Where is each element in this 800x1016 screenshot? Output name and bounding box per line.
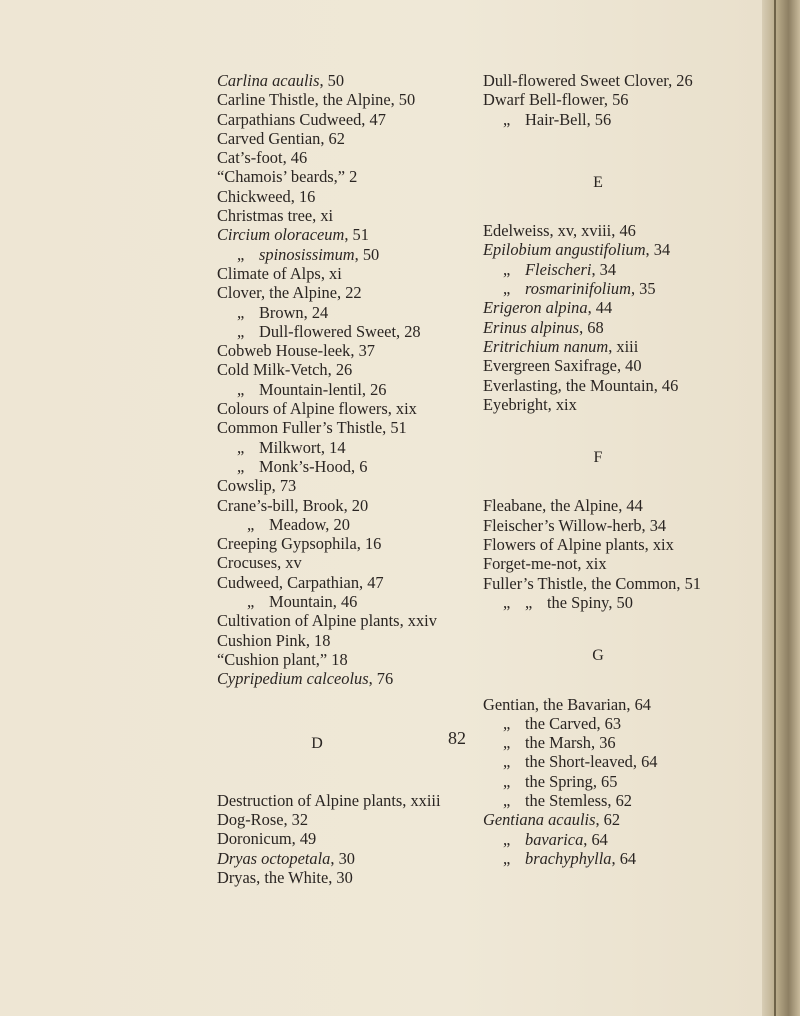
ditto-mark: „ — [503, 713, 511, 733]
entry-page-ref: 51 — [352, 225, 369, 245]
entry-page-ref: 56 — [612, 90, 629, 110]
index-entry: Forget-me-not, xix — [483, 554, 607, 574]
entry-page-ref: 50 — [362, 244, 380, 264]
ditto-mark: „ — [503, 791, 511, 811]
index-entry: Fuller’s Thistle, the Common, 51 — [483, 573, 701, 593]
entry-term: Doronicum — [217, 829, 292, 849]
entries-c — [217, 71, 479, 689]
ditto-mark: „ — [237, 437, 245, 457]
index-entry: Clover, the Alpine, 22 — [217, 283, 362, 303]
entry-term: Dryas, the White — [217, 867, 329, 887]
index-entry: Cypripedium calceolus, 76 — [217, 669, 394, 689]
entry-term: Edelweiss, xv, xviii — [483, 221, 612, 241]
entry-page-ref: 30 — [338, 848, 355, 868]
index-entry: Fleischer’s Willow-herb, 34 — [483, 515, 667, 535]
entry-term: “Chamois’ beards,” — [217, 167, 346, 187]
entry-page-ref: 44 — [595, 298, 613, 318]
index-entry: „ the Short-leaved, 64 — [503, 752, 658, 772]
ditto-mark: „ — [237, 321, 245, 341]
index-entry: „ bavarica, 64 — [503, 829, 608, 849]
entry-page-ref: 73 — [279, 476, 297, 496]
entry-page-ref: xi — [329, 263, 342, 283]
entry-term: Gentiana acaulis — [483, 810, 596, 830]
index-entry: Fleabane, the Alpine, 44 — [483, 496, 643, 516]
entry-page-ref: 35 — [639, 279, 656, 299]
entry-term: Everlasting, the Mountain — [483, 375, 654, 395]
index-entry: „ the Carved, 63 — [503, 713, 622, 733]
index-column-left — [217, 71, 479, 887]
index-entry: „ Fleischeri, 34 — [503, 259, 617, 279]
entry-term: brachyphylla — [525, 848, 612, 868]
entry-page-ref: 34 — [599, 259, 617, 279]
entry-term: Cobweb House-leek — [217, 341, 351, 361]
entry-page-ref: 50 — [616, 592, 633, 612]
section-letter-d: D — [311, 734, 323, 752]
entries-d-continued — [483, 71, 753, 129]
entry-term: Dog-Rose — [217, 810, 284, 830]
entry-page-ref: 37 — [358, 341, 375, 361]
entry-page-ref: 62 — [615, 791, 632, 811]
entry-page-ref: 2 — [349, 167, 358, 187]
ditto-mark: „ — [237, 244, 245, 264]
entry-page-ref: xix — [585, 554, 607, 574]
index-entry: Everlasting, the Mountain, 46 — [483, 375, 679, 395]
entry-page-ref: 18 — [331, 649, 348, 669]
index-entry: Colours of Alpine flowers, xix — [217, 399, 417, 419]
index-entry: Evergreen Saxifrage, 40 — [483, 356, 642, 376]
entry-term: Carline Thistle, the Alpine — [217, 90, 391, 110]
entry-term: Fleabane, the Alpine — [483, 496, 619, 516]
entry-term: Forget-me-not — [483, 554, 578, 574]
index-entry: Carpathians Cudweed, 47 — [217, 109, 386, 129]
index-entry: Christmas tree, xi — [217, 206, 334, 226]
index-entry: Gentiana acaulis, 62 — [483, 810, 621, 830]
entry-page-ref: 62 — [603, 810, 621, 830]
index-entry: Crocuses, xv — [217, 553, 302, 573]
index-entry: Epilobium angustifolium, 34 — [483, 240, 671, 260]
entry-term: Mountain-lentil — [259, 379, 362, 399]
entry-page-ref: 46 — [661, 375, 679, 395]
entry-term: Hair-Bell — [525, 109, 587, 129]
index-entry: Dryas octopetala, 30 — [217, 848, 355, 868]
entry-page-ref: 22 — [345, 283, 362, 303]
entry-page-ref: xi — [320, 206, 334, 226]
entry-term: Eyebright — [483, 394, 548, 414]
entry-page-ref: 30 — [336, 867, 353, 887]
entry-term: the Spiny — [547, 592, 609, 612]
index-entry — [217, 650, 479, 669]
entry-term: Mountain — [269, 592, 333, 612]
index-entry: Cudweed, Carpathian, 47 — [217, 572, 384, 592]
index-entry: Edelweiss, xv, xviii, 46 — [483, 221, 636, 241]
index-entry: „ Monk’s-Hood, 6 — [237, 456, 368, 476]
index-entry — [217, 167, 479, 186]
entry-page-ref: 40 — [625, 356, 642, 376]
entry-page-ref: 63 — [604, 713, 622, 733]
entry-page-ref: 20 — [351, 495, 369, 515]
entry-page-ref: 26 — [370, 379, 387, 399]
entry-term: Creeping Gypsophila — [217, 534, 357, 554]
entry-page-ref: xix — [395, 399, 417, 419]
entry-page-ref: 26 — [676, 71, 693, 90]
index-entry: „ rosmarinifolium, 35 — [503, 279, 656, 299]
entry-page-ref: xix — [555, 394, 577, 414]
entry-term: Crocuses — [217, 553, 278, 573]
entry-page-ref: 51 — [684, 573, 701, 593]
entry-term: Cultivation of Alpine plants — [217, 611, 400, 631]
entry-page-ref: 56 — [594, 109, 612, 129]
entry-term: Common Fuller’s Thistle — [217, 418, 383, 438]
entry-page-ref: 44 — [626, 496, 643, 516]
section-letter-e: E — [593, 173, 603, 191]
entry-term: Erinus alpinus — [483, 317, 580, 337]
entry-term: Clover, the Alpine — [217, 283, 337, 303]
entry-page-ref: 76 — [376, 669, 394, 689]
entry-page-ref: 64 — [619, 848, 637, 868]
ditto-mark: „ — [503, 771, 511, 791]
index-entry: „ Hair-Bell, 56 — [503, 109, 612, 129]
entry-page-ref: 50 — [327, 71, 345, 90]
entry-term: Christmas tree — [217, 206, 313, 226]
index-entry: Carved Gentian, 62 — [217, 128, 345, 148]
index-entry: Erigeron alpina, 44 — [483, 298, 613, 318]
entry-term: Dryas octopetala — [217, 848, 331, 868]
index-entry: „ Dull-flowered Sweet, 28 — [237, 321, 421, 341]
entry-page-ref: 62 — [328, 128, 345, 148]
entry-page-ref: 16 — [298, 186, 316, 206]
ditto-mark: „ — [503, 848, 511, 868]
entry-page-ref: 26 — [335, 360, 353, 380]
ditto-mark: „ — [503, 829, 511, 849]
entry-page-ref: 64 — [591, 829, 608, 849]
entry-term: Crane’s-bill, Brook — [217, 495, 344, 515]
entry-term: Eritrichium nanum — [483, 336, 609, 356]
index-entry: Chickweed, 16 — [217, 186, 316, 206]
entry-page-ref: xxiv — [407, 611, 437, 631]
section-letter-g: G — [592, 647, 604, 665]
index-entry: Doronicum, 49 — [217, 829, 317, 849]
entries-d — [217, 791, 479, 887]
entry-term: Epilobium angustifolium — [483, 240, 646, 260]
entry-page-ref: 47 — [367, 572, 384, 592]
index-entry: „ brachyphylla, 64 — [503, 848, 637, 868]
index-entry: Cowslip, 73 — [217, 476, 297, 496]
entry-page-ref: 46 — [340, 592, 358, 612]
index-entry: „ spinosissimum, 50 — [237, 244, 380, 264]
entry-term: “Cushion plant,” — [217, 649, 328, 669]
entry-page-ref: xv — [285, 553, 302, 573]
entry-page-ref: xxiii — [410, 790, 441, 810]
index-entry: Cushion Pink, 18 — [217, 630, 331, 650]
entry-term: Destruction of Alpine plants — [217, 790, 403, 810]
entry-page-ref: 28 — [404, 321, 421, 341]
entry-page-ref: 64 — [641, 752, 658, 772]
index-entry: Dryas, the White, 30 — [217, 867, 353, 887]
entry-term: Fleischeri — [525, 259, 592, 279]
binding-shadow — [774, 0, 776, 1016]
index-entry: Cultivation of Alpine plants, xxiv — [217, 611, 437, 631]
page-edge — [762, 0, 800, 1016]
entry-page-ref: 16 — [364, 534, 382, 554]
index-entry: „ the Spring, 65 — [503, 771, 618, 791]
index-entry: Carline Thistle, the Alpine, 50 — [217, 90, 416, 110]
ditto-mark: „ — [503, 279, 511, 299]
index-entry: „ Mountain, 46 — [247, 592, 358, 612]
entry-term: spinosissimum — [259, 244, 355, 264]
entry-page-ref: 46 — [619, 221, 636, 241]
entry-term: the Spring — [525, 771, 593, 791]
index-column-right — [483, 71, 753, 868]
entry-term: Erigeron alpina — [483, 298, 588, 318]
entry-page-ref: 6 — [359, 456, 368, 476]
entry-page-ref: 32 — [291, 810, 309, 830]
ditto-mark: „ — [503, 752, 511, 772]
ditto-mark: „ — [237, 379, 245, 399]
index-entry: „ Mountain-lentil, 26 — [237, 379, 387, 399]
entry-term: Cushion Pink — [217, 630, 306, 650]
entry-term: Climate of Alps — [217, 263, 321, 283]
index-entry: Destruction of Alpine plants, xxiii — [217, 790, 441, 810]
entry-term: Carved Gentian — [217, 128, 321, 148]
index-entry: Dog-Rose, 32 — [217, 810, 309, 830]
entry-term: Carlina acaulis — [217, 71, 320, 90]
index-entry: Eritrichium nanum, xiii — [483, 336, 639, 356]
entry-term: Carpathians Cudweed — [217, 109, 362, 129]
entry-page-ref: 65 — [601, 771, 618, 791]
index-entry: Dwarf Bell-flower, 56 — [483, 90, 629, 110]
index-entry: Flowers of Alpine plants, xix — [483, 535, 674, 555]
index-entry: Cold Milk-Vetch, 26 — [217, 360, 353, 380]
entry-page-ref: 47 — [369, 109, 386, 129]
ditto-mark: „ — [503, 592, 511, 612]
entry-page-ref: 14 — [329, 437, 346, 457]
ditto-mark: „ — [503, 733, 511, 753]
index-entry: „ Brown, 24 — [237, 302, 329, 322]
entry-page-ref: 50 — [398, 90, 416, 110]
index-entry: Circium oloraceum, 51 — [217, 225, 369, 245]
index-entry: „ the Stemless, 62 — [503, 791, 632, 811]
index-entry: Common Fuller’s Thistle, 51 — [217, 418, 407, 438]
entry-term: Cat’s-foot — [217, 148, 283, 168]
index-entry: Dull-flowered Sweet Clover, 26 — [483, 71, 693, 90]
ditto-mark: „ — [247, 592, 255, 612]
entry-page-ref: 24 — [311, 302, 329, 322]
index-entry: Eyebright, xix — [483, 394, 577, 414]
entry-page-ref: 68 — [587, 317, 604, 337]
entry-term: the Carved — [525, 713, 597, 733]
ditto-mark: „ — [503, 259, 511, 279]
entry-term: Cudweed, Carpathian — [217, 572, 360, 592]
entry-term: bavarica — [525, 829, 584, 849]
ditto-mark: „ — [237, 456, 245, 476]
index-entry: „ the Marsh, 36 — [503, 733, 616, 753]
entry-term: Dwarf Bell-flower — [483, 90, 604, 110]
entry-page-ref: 46 — [290, 148, 308, 168]
entry-term: rosmarinifolium — [525, 279, 631, 299]
entry-page-ref: 51 — [390, 418, 407, 438]
ditto-mark: „ — [525, 592, 533, 612]
ditto-mark: „ — [237, 302, 245, 322]
section-letter-f: F — [593, 449, 603, 467]
entry-term: the Stemless — [525, 791, 608, 811]
index-entry: Gentian, the Bavarian, 64 — [483, 694, 651, 714]
entry-term: Flowers of Alpine plants — [483, 535, 645, 555]
index-entry: Erinus alpinus, 68 — [483, 317, 604, 337]
index-entry: „ Meadow, 20 — [247, 514, 350, 534]
index-entry: Cat’s-foot, 46 — [217, 148, 308, 168]
entry-page-ref: 49 — [299, 829, 317, 849]
entry-term: Fuller’s Thistle, the Common — [483, 573, 677, 593]
entry-term: Meadow — [269, 514, 326, 534]
index-entry: „ Milkwort, 14 — [237, 437, 346, 457]
entry-term: Dull-flowered Sweet Clover — [483, 71, 669, 90]
entry-term: the Marsh — [525, 733, 592, 753]
entry-term: the Short-leaved — [525, 752, 633, 772]
entry-page-ref: 34 — [653, 240, 671, 260]
entry-page-ref: 34 — [649, 515, 667, 535]
entry-page-ref: 18 — [314, 630, 331, 650]
index-entry: Carlina acaulis, 50 — [217, 71, 345, 90]
entry-term: Colours of Alpine flowers — [217, 399, 388, 419]
entry-term: Cold Milk-Vetch — [217, 360, 328, 380]
entry-term: Chickweed — [217, 186, 291, 206]
entries-e — [483, 221, 753, 414]
entry-term: Milkwort — [259, 437, 321, 457]
entry-page-ref: 36 — [599, 733, 616, 753]
entry-page-ref: 20 — [333, 514, 350, 534]
entry-page-ref: 64 — [634, 694, 651, 714]
entry-term: Circium oloraceum — [217, 225, 345, 245]
entry-term: Fleischer’s Willow-herb — [483, 515, 642, 535]
entry-term: Cowslip — [217, 476, 272, 496]
ditto-mark: „ — [503, 109, 511, 129]
entry-term: Gentian, the Bavarian — [483, 694, 627, 714]
index-entry: Climate of Alps, xi — [217, 263, 342, 283]
index-entry: „ „ the Spiny, 50 — [503, 592, 633, 612]
index-entry: Crane’s-bill, Brook, 20 — [217, 495, 369, 515]
index-entry: Creeping Gypsophila, 16 — [217, 534, 382, 554]
entries-g — [483, 695, 753, 869]
entry-term: Dull-flowered Sweet — [259, 321, 396, 341]
page-number: 82 — [448, 728, 466, 748]
entry-term: Monk’s-Hood — [259, 456, 351, 476]
entry-page-ref: xiii — [616, 336, 639, 356]
entry-term: Evergreen Saxifrage — [483, 356, 617, 376]
ditto-mark: „ — [247, 514, 255, 534]
entry-term: Brown — [259, 302, 304, 322]
index-entry: Cobweb House-leek, 37 — [217, 341, 375, 361]
entries-f — [483, 496, 753, 612]
entry-page-ref: xix — [652, 535, 674, 555]
entry-term: Cypripedium calceolus — [217, 669, 369, 689]
